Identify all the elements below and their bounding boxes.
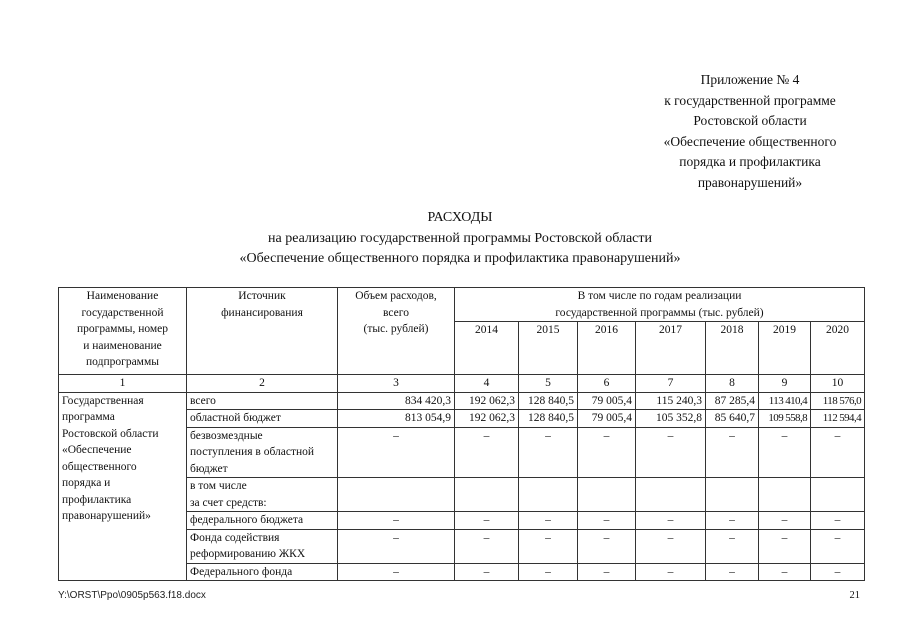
value-cell-2020: –	[811, 427, 865, 478]
value-cell-2016: 79 005,4	[578, 410, 636, 428]
cell-line: и наименование	[83, 339, 162, 352]
header-year-2019: 2019	[759, 322, 811, 375]
header-program-name	[59, 288, 187, 375]
value-cell-2019: –	[759, 563, 811, 581]
value-cell-2019: 109 558,8	[759, 410, 811, 428]
value-cell-2014: –	[455, 512, 519, 530]
header-source	[187, 288, 338, 375]
document-subtitle-line-2: «Обеспечение общественного порядка и профилактика правонарушений»	[239, 251, 681, 266]
value-cell-2019: –	[759, 427, 811, 478]
volume-cell: 834 420,3	[338, 392, 455, 410]
value-cell-2018: –	[706, 529, 759, 563]
cell-line: «Обеспечение	[62, 444, 132, 456]
value-cell-2014: –	[455, 427, 519, 478]
appendix-line: к государственной программе	[664, 92, 836, 108]
cell-line: Государственная	[62, 394, 144, 407]
cell-line: финансирования	[221, 306, 303, 319]
column-number: 5	[519, 375, 578, 393]
column-number: 4	[455, 375, 519, 393]
document-subtitle-line-1: на реализацию государственной программы Ростовской области	[267, 230, 652, 246]
source-cell	[187, 512, 338, 530]
value-cell-2014: –	[455, 563, 519, 581]
cell-line: государственной	[81, 306, 164, 319]
cell-line: порядка и	[62, 477, 111, 489]
document-title: РАСХОДЫ	[427, 210, 493, 225]
value-cell-2014: –	[455, 529, 519, 563]
value-cell-2018: –	[706, 563, 759, 581]
cell-line: поступления в областной	[190, 446, 315, 458]
column-number: 6	[578, 375, 636, 393]
header-year-2017: 2017	[636, 322, 706, 375]
value-cell-2020: 118 576,0	[811, 392, 865, 410]
cell-line: профилактика	[62, 493, 132, 506]
value-cell-2017: 105 352,8	[636, 410, 706, 428]
volume-cell: –	[338, 427, 455, 478]
value-cell-2016: –	[578, 563, 636, 581]
header-year-2016: 2016	[578, 322, 636, 375]
cell-line: областной бюджет	[190, 412, 281, 424]
value-cell-2020: –	[811, 512, 865, 530]
cell-line: программа	[62, 411, 115, 423]
cell-line: программы, номер	[76, 323, 169, 335]
value-cell-2019	[759, 478, 811, 512]
value-cell-2016: –	[578, 512, 636, 530]
cell-line: (тыс. рублей)	[363, 323, 429, 335]
header-volume	[338, 288, 455, 375]
source-cell	[187, 410, 338, 428]
cell-line: правонарушений»	[62, 510, 151, 522]
value-cell-2019: 113 410,4	[759, 392, 811, 410]
cell-line: государственной программы (тыс. рублей)	[555, 306, 764, 319]
value-cell-2017: –	[636, 427, 706, 478]
cell-line: всего	[190, 394, 216, 407]
cell-line: Ростовской области	[62, 427, 159, 440]
value-cell-2015: –	[519, 563, 578, 581]
value-cell-2016: –	[578, 529, 636, 563]
value-cell-2018: –	[706, 427, 759, 478]
volume-cell: 813 054,9	[338, 410, 455, 428]
header-years-group	[455, 288, 865, 322]
value-cell-2020	[811, 478, 865, 512]
expenses-table	[58, 287, 865, 581]
cell-line: всего	[383, 306, 409, 319]
value-cell-2019: –	[759, 512, 811, 530]
cell-line: реформированию ЖКХ	[190, 548, 306, 560]
value-cell-2016: –	[578, 427, 636, 478]
column-number: 9	[759, 375, 811, 393]
value-cell-2020: –	[811, 529, 865, 563]
value-cell-2015: –	[519, 512, 578, 530]
cell-line: за счет средств:	[190, 496, 267, 509]
value-cell-2014	[455, 478, 519, 512]
value-cell-2020: –	[811, 563, 865, 581]
cell-line: подпрограммы	[86, 356, 159, 368]
page-number: 21	[849, 590, 860, 601]
value-cell-2016: 79 005,4	[578, 392, 636, 410]
cell-line: безвозмездные	[190, 429, 263, 442]
column-number: 7	[636, 375, 706, 393]
header-year-2015: 2015	[519, 322, 578, 375]
value-cell-2017	[636, 478, 706, 512]
source-cell	[187, 529, 338, 563]
cell-line: в том числе	[190, 480, 247, 492]
appendix-line: Приложение № 4	[700, 72, 800, 87]
column-number: 10	[811, 375, 865, 393]
source-cell	[187, 427, 338, 478]
column-number: 3	[338, 375, 455, 393]
header-row	[59, 288, 865, 322]
value-cell-2016	[578, 478, 636, 512]
header-year-2018: 2018	[706, 322, 759, 375]
value-cell-2015: –	[519, 427, 578, 478]
value-cell-2017: –	[636, 563, 706, 581]
column-number: 2	[187, 375, 338, 393]
cell-line: В том числе по годам реализации	[577, 290, 742, 302]
program-name-cell	[59, 392, 187, 581]
value-cell-2017: –	[636, 512, 706, 530]
column-number: 8	[706, 375, 759, 393]
cell-line: Федерального фонда	[190, 565, 293, 578]
column-number-row	[59, 375, 865, 393]
appendix-line: Ростовской области	[693, 113, 807, 128]
volume-cell: –	[338, 563, 455, 581]
volume-cell	[338, 478, 455, 512]
cell-line: Фонда содействия	[190, 531, 280, 544]
value-cell-2015: –	[519, 529, 578, 563]
value-cell-2015	[519, 478, 578, 512]
appendix-note	[610, 70, 890, 193]
cell-line: Объем расходов,	[355, 290, 437, 302]
appendix-line: правонарушений»	[697, 174, 803, 190]
value-cell-2015: 128 840,5	[519, 410, 578, 428]
value-cell-2018: 85 640,7	[706, 410, 759, 428]
value-cell-2018: –	[706, 512, 759, 530]
volume-cell: –	[338, 512, 455, 530]
value-cell-2018	[706, 478, 759, 512]
cell-line: бюджет	[190, 462, 228, 475]
cell-line: федерального бюджета	[190, 514, 304, 526]
source-cell	[187, 392, 338, 410]
value-cell-2020: 112 594,4	[811, 410, 865, 428]
cell-line: Наименование	[86, 290, 159, 302]
file-path: Y:\ORST\Ppo\0905p563.f18.docx	[58, 590, 206, 601]
value-cell-2017: 115 240,3	[636, 392, 706, 410]
source-cell	[187, 563, 338, 581]
value-cell-2017: –	[636, 529, 706, 563]
volume-cell: –	[338, 529, 455, 563]
column-number: 1	[59, 375, 187, 393]
value-cell-2014: 192 062,3	[455, 410, 519, 428]
value-cell-2019: –	[759, 529, 811, 563]
document-heading	[170, 208, 750, 270]
source-cell	[187, 478, 338, 512]
table-row	[59, 392, 865, 410]
appendix-line: «Обеспечение общественного	[663, 133, 837, 149]
value-cell-2015: 128 840,5	[519, 392, 578, 410]
header-year-2014: 2014	[455, 322, 519, 375]
appendix-line: порядка и профилактика	[679, 154, 821, 169]
value-cell-2014: 192 062,3	[455, 392, 519, 410]
header-year-2020: 2020	[811, 322, 865, 375]
cell-line: Источник	[238, 290, 286, 302]
value-cell-2018: 87 285,4	[706, 392, 759, 410]
cell-line: общественного	[62, 460, 137, 473]
